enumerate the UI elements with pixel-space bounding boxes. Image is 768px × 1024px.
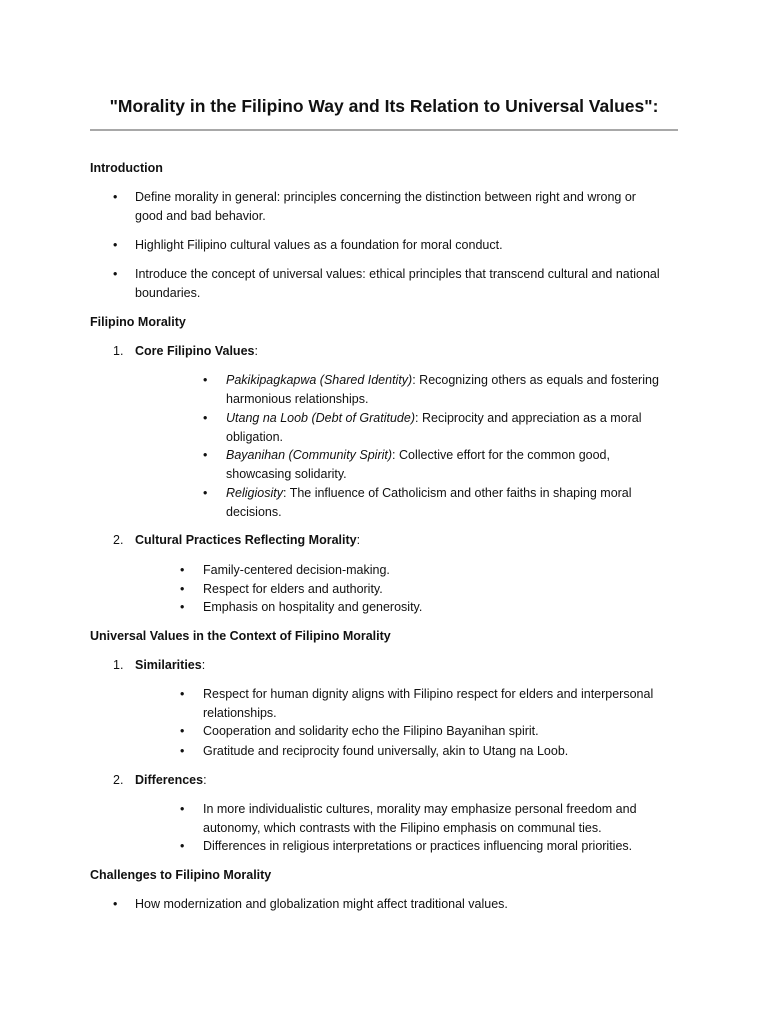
list-item-text: How modernization and globalization might affect traditional values. — [135, 897, 508, 911]
bullet-glyph: • — [180, 687, 185, 701]
section-heading-filipino-morality: Filipino Morality — [90, 315, 186, 329]
bullet-glyph: • — [180, 802, 185, 816]
value-description: : Reciprocity and appreciation as a moral obligation. — [226, 411, 642, 444]
item-label: Similarities — [135, 658, 202, 672]
item-suffix: : — [201, 658, 206, 672]
item-number: 1. — [113, 658, 124, 672]
list-item-text: Define morality in general: principles concerning the distinction between right and wrong or good and bad behavior. — [135, 190, 636, 223]
item-suffix: : — [356, 533, 361, 547]
document-title: "Morality in the Filipino Way and Its Relation to Universal Values": — [109, 96, 659, 116]
list-item-text: Differences in religious interpretations or practices influencing moral priorities. — [203, 839, 633, 853]
value-term: Bayanihan (Community Spirit) — [226, 448, 393, 462]
list-item-text: Family-centered decision-making. — [203, 563, 390, 577]
list-item-text: Emphasis on hospitality and generosity. — [203, 600, 423, 614]
value-description: : Recognizing others as equals and fostering harmonious relationships. — [226, 373, 659, 406]
value-term: Pakikipagkapwa (Shared Identity) — [226, 373, 413, 387]
item-number: 2. — [113, 773, 124, 787]
title-divider — [90, 129, 678, 131]
bullet-glyph: • — [113, 190, 118, 204]
value-term: Utang na Loob (Debt of Gratitude) — [226, 411, 416, 425]
list-item-text: Respect for human dignity aligns with Filipino respect for elders and interpersonal relationships. — [203, 687, 654, 720]
item-number: 2. — [113, 533, 124, 547]
bullet-glyph: • — [203, 411, 208, 425]
bullet-glyph: • — [180, 839, 185, 853]
value-term: Religiosity — [226, 486, 283, 500]
bullet-glyph: • — [180, 563, 185, 577]
item-suffix: : — [203, 773, 207, 787]
bullet-glyph: • — [180, 600, 185, 614]
list-item-text: Cooperation and solidarity echo the Filipino Bayanihan spirit. — [203, 724, 539, 738]
value-description: : The influence of Catholicism and other faiths in shaping moral decisions. — [226, 486, 632, 519]
bullet-glyph: • — [180, 744, 185, 758]
list-item-text: Gratitude and reciprocity found universally, akin to Utang na Loob. — [203, 744, 569, 758]
list-item-text: Highlight Filipino cultural values as a foundation for moral conduct. — [135, 238, 503, 252]
list-item-text: Respect for elders and authority. — [203, 582, 383, 596]
list-item-text: Introduce the concept of universal values: ethical principles that transcend cultural and national boundaries. — [135, 267, 660, 300]
section-heading-universal-values: Universal Values in the Context of Filipino Morality — [90, 629, 391, 643]
list-item-text: In more individualistic cultures, morality may emphasize personal freedom and autonomy, which contrasts with the Filipino emphasis on communal ties. — [203, 802, 637, 835]
bullet-glyph: • — [113, 238, 118, 252]
section-heading-introduction: Introduction — [90, 161, 163, 175]
item-label: Core Filipino Values — [135, 344, 255, 358]
item-suffix: : — [254, 344, 258, 358]
bullet-glyph: • — [203, 373, 208, 387]
item-label: Cultural Practices Reflecting Morality — [135, 533, 357, 547]
value-description: : Collective effort for the common good, showcasing solidarity. — [226, 448, 610, 481]
bullet-glyph: • — [113, 267, 118, 281]
bullet-glyph: • — [203, 486, 208, 500]
bullet-glyph: • — [180, 582, 185, 596]
bullet-glyph: • — [203, 448, 208, 462]
section-heading-challenges: Challenges to Filipino Morality — [90, 868, 272, 882]
bullet-glyph: • — [180, 724, 185, 738]
item-label: Differences — [135, 773, 204, 787]
item-number: 1. — [113, 344, 124, 358]
bullet-glyph: • — [113, 897, 118, 911]
